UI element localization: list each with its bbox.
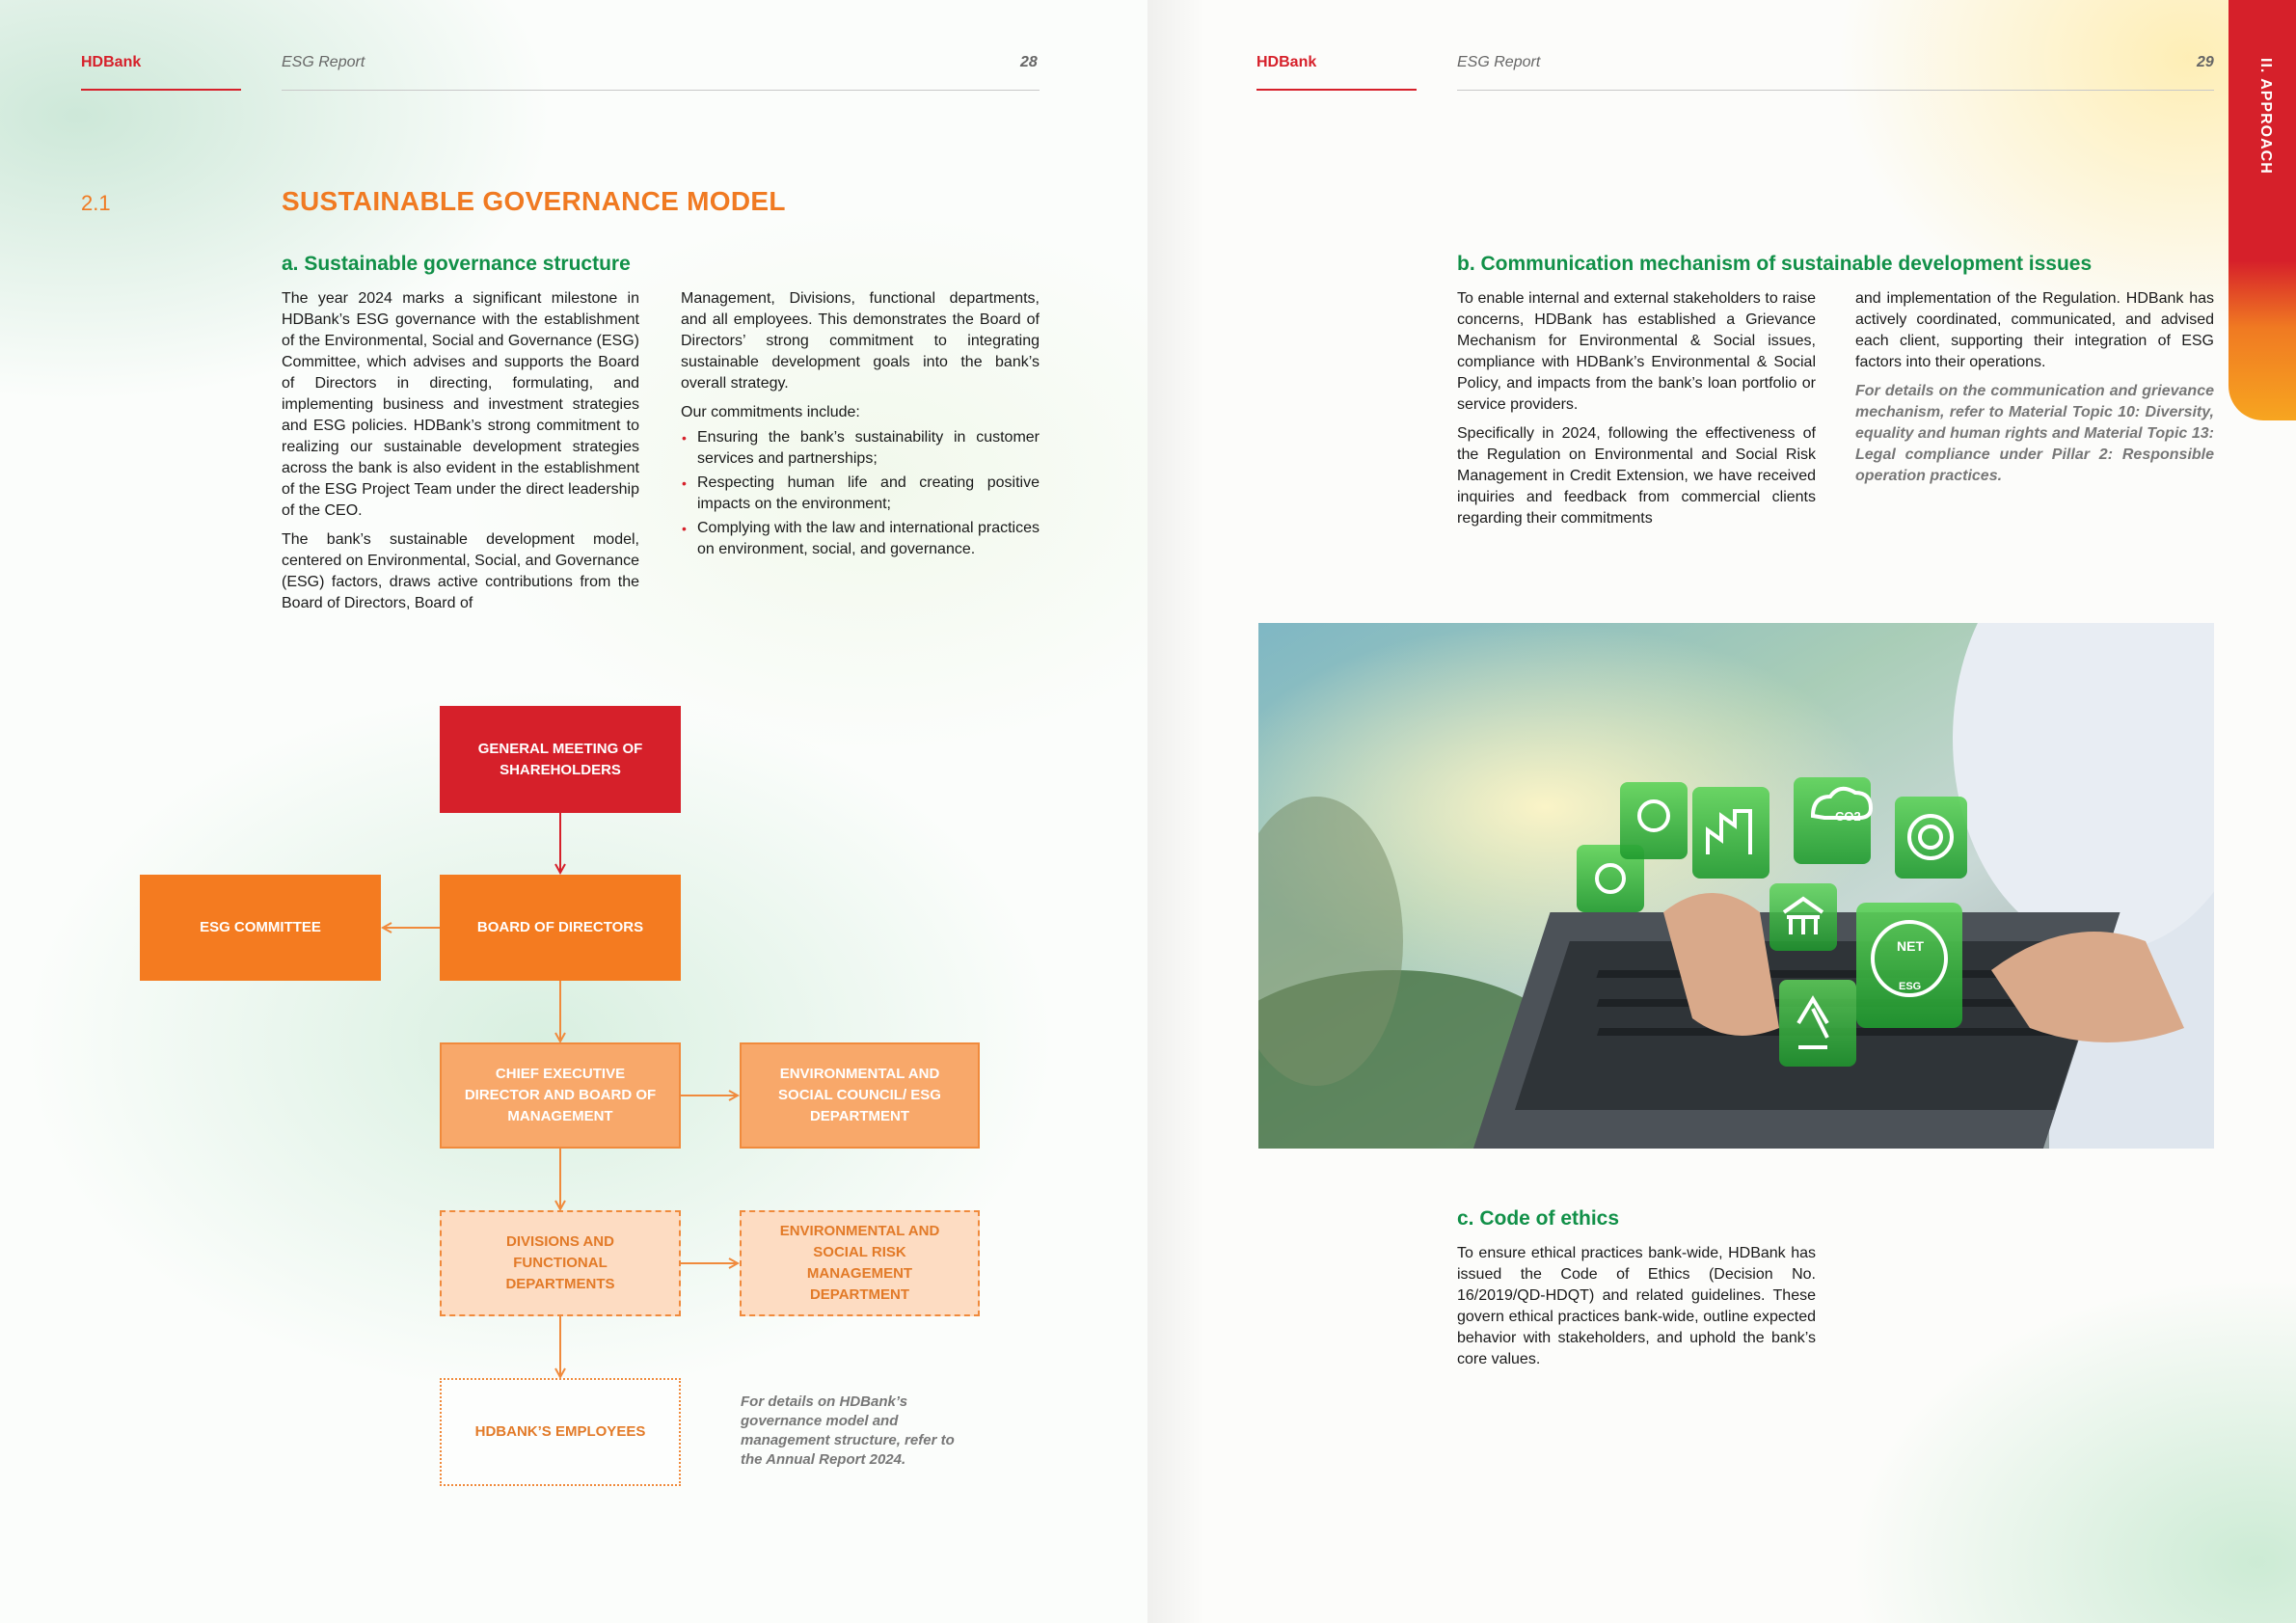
paragraph: The year 2024 marks a significant milestone in HDBank’s ESG governance with the establishment of the Environmental, Social and Governance (ESG) Committee, which advises and supports the Board of Directors in directing, formulating, and implementing business and investment strategies and ESG policies. HDBank’s strong commitment to realizing our sustainable development strategies across the bank is also evident in the establishment of the ESG Project Team under the direct leadership of the CEO. [282, 290, 639, 519]
photo-illustration [1258, 623, 2214, 1149]
org-box-env-social-council: ENVIRONMENTAL AND SOCIAL COUNCIL/ ESG DEPARTMENT [740, 1042, 980, 1149]
org-box-ceo-management: CHIEF EXECUTIVE DIRECTOR AND BOARD OF MANAGEMENT [440, 1042, 681, 1149]
chapter-tab [2228, 0, 2296, 420]
paragraph: Specifically in 2024, following the effectiveness of the Regulation on Environmental and Social Risk Management in Credit Extension, we have received inquiries and feedback from commercial clients regarding their commitments [1457, 425, 1816, 527]
paragraph: and implementation of the Regulation. HDBank has actively coordinated, communicated, and advised each client, supporting their integration of ESG factors into their operations. [1855, 290, 2214, 370]
communication-text-column-2 [1855, 288, 2214, 495]
org-box-employees: HDBANK’S EMPLOYEES [440, 1378, 681, 1486]
subheading-communication-mechanism: b. Communication mechanism of sustainable development issues [1457, 253, 2093, 275]
co2-label: CO2 [1835, 809, 1861, 824]
list-item: • Ensuring the bank’s sustainability in customer services and partnerships; [682, 429, 1040, 467]
code-of-ethics-text [1457, 1243, 1816, 1378]
org-box-board-of-directors: BOARD OF DIRECTORS [440, 875, 681, 981]
paragraph: Management, Divisions, functional departments, and all employees. This demonstrates the Board of Directors’ strong commitment to integrating sustainable development goals into the bank’s overall strategy. [681, 290, 1040, 392]
org-box-esg-committee: ESG COMMITTEE [140, 875, 381, 981]
paragraph: To ensure ethical practices bank-wide, HDBank has issued the Code of Ethics (Decision No. 16/2019/QD-HDQT) and related guidelines. These govern ethical practices bank-wide, outline expected behavior with stakeholders, and uphold the bank’s core values. [1457, 1245, 1816, 1367]
net-label: NET [1897, 938, 1924, 954]
esg-label: ESG [1899, 981, 1922, 992]
brand-logo: HDBank [1256, 54, 1317, 70]
section-title: SUSTAINABLE GOVERNANCE MODEL [282, 186, 786, 216]
bullet-icon: • [682, 475, 687, 491]
brand-logo: HDBank [81, 54, 142, 70]
paragraph: The bank’s sustainable development model, centered on Environmental, Social, and Governance (ESG) factors, draws active contributions from the Board of Directors, Board of [282, 531, 639, 611]
report-label: ESG Report [1457, 54, 1541, 70]
brand-underline [1256, 89, 1417, 91]
report-label: ESG Report [282, 54, 365, 70]
org-box-general-meeting: GENERAL MEETING OF SHAREHOLDERS [440, 706, 681, 813]
list-item: • Complying with the law and international practices on environment, social, and governance. [682, 520, 1040, 557]
esg-laptop-photo [1258, 623, 2214, 1149]
page-number: 29 [2197, 54, 2214, 70]
page-number: 28 [1020, 54, 1038, 70]
communication-note: For details on the communication and grievance mechanism, refer to Material Topic 10: Diversity, equality and human rights and Material Topic 13: Legal compliance under Pillar 2: Responsible operation practices. [1855, 383, 2214, 484]
bullet-icon: • [682, 521, 687, 536]
subheading-code-of-ethics: c. Code of ethics [1457, 1207, 1620, 1230]
header-divider [1457, 90, 2214, 91]
org-chart-note: For details on HDBank’s governance model and management structure, refer to the Annual Report 2024. [741, 1393, 955, 1468]
section-number: 2.1 [81, 191, 111, 215]
org-box-env-risk-department: ENVIRONMENTAL AND SOCIAL RISK MANAGEMENT DEPARTMENT [740, 1210, 980, 1316]
org-box-divisions: DIVISIONS AND FUNCTIONAL DEPARTMENTS [440, 1210, 681, 1316]
subheading-governance-structure: a. Sustainable governance structure [282, 253, 631, 275]
commitments-lead: Our commitments include: [681, 404, 860, 420]
paragraph: To enable internal and external stakeholders to raise concerns, HDBank has established a Grievance Mechanism for Environmental & Social issues, compliance with HDBank’s Environmental & Social Policy, and impacts from the bank’s loan portfolio or service providers. [1457, 290, 1816, 413]
chapter-tab-label: II. APPROACH [2257, 58, 2274, 175]
list-item: • Respecting human life and creating positive impacts on the environment; [682, 474, 1040, 512]
communication-text-column-1 [1457, 288, 1816, 537]
bullet-icon: • [682, 430, 687, 446]
